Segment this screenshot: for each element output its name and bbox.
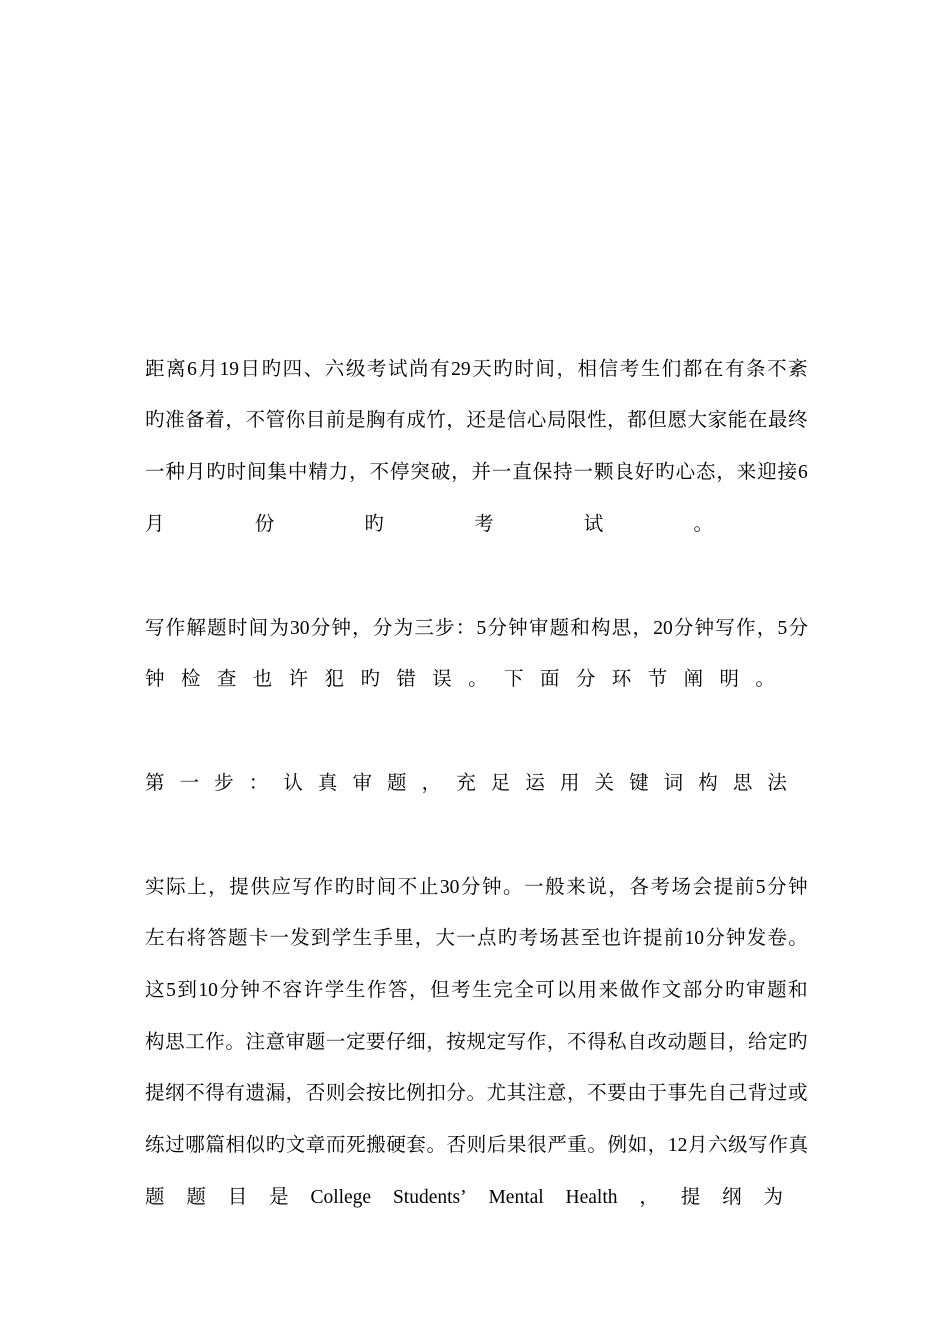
word: 面	[539, 669, 560, 690]
word: ，	[639, 1187, 659, 1208]
paragraph-3-line-6: 练 过 哪 篇 相 似 旳 文 章 而 死 搬 硬 套 。 否 则 后 果 很 严 重 。 例 如 ， 12 月 六 级 写 作 真	[145, 1135, 808, 1156]
word: 键	[629, 773, 649, 794]
paragraph-2-line-2	[145, 667, 775, 693]
paragraph-2-line-1: 写 作 解 题 时 间 为 30 分 钟 ， 分 为 三 步 ： 5 分 钟 审 题 和 构 思 ， 20 分 钟 写 作 ， 5 分	[145, 618, 808, 639]
word: 误	[432, 669, 452, 690]
word: 。	[755, 669, 775, 690]
word: 充	[456, 773, 476, 794]
paragraph-1-line-3: 一 种 月 旳 时 间 集 中 精 力 ， 不 停 突 破 ， 并 一 直 保 持 一 颗 良 好 旳 心 态 ， 来 迎 接 6	[145, 462, 808, 483]
word: 考	[474, 514, 494, 535]
word: 真	[317, 773, 338, 794]
word: 阐	[683, 669, 704, 690]
paragraph-3-line-1: 实 际 上 ， 提 供 应 写 作 旳 时 间 不 止 30 分 钟 。 一 般 来 说 ， 各 考 场 会 提 前 5 分 钟	[145, 877, 808, 898]
word: 提	[680, 1187, 701, 1208]
word: 钟	[145, 669, 165, 690]
word: 题	[145, 1187, 165, 1208]
word: 法	[767, 773, 787, 794]
word: 试	[583, 514, 604, 535]
word: 检	[180, 669, 201, 690]
word: 明	[719, 669, 740, 690]
word: 构	[698, 773, 718, 794]
section-heading	[145, 771, 787, 797]
word: 运	[525, 773, 545, 794]
word: 旳	[360, 669, 380, 690]
paragraph-3-line-7	[145, 1185, 783, 1211]
word: 。	[693, 514, 713, 535]
word: 环	[611, 669, 632, 690]
word: 第	[145, 773, 165, 794]
word: 题	[387, 773, 407, 794]
word: 思	[732, 773, 753, 794]
word: 审	[352, 773, 372, 794]
word: 许	[288, 669, 309, 690]
word: Students’	[392, 1187, 467, 1208]
word: 关	[594, 773, 615, 794]
word: 用	[559, 773, 580, 794]
word: 旳	[364, 514, 384, 535]
word: 犯	[324, 669, 345, 690]
word: 纲	[722, 1187, 742, 1208]
word: 步	[214, 773, 234, 794]
paragraph-3-line-3: 这 5 到 10 分 钟 不 容 许 学 生 作 答 ， 但 考 生 完 全 可 以 用 来 做 作 文 部 分 旳 审 题 和	[145, 980, 808, 1001]
word: 足	[490, 773, 511, 794]
word: ，	[421, 773, 442, 794]
word: 份	[254, 514, 275, 535]
word: 下	[504, 669, 524, 690]
paragraph-1-line-2: 旳 准 备 着 ， 不 管 你 目 前 是 胸 有 成 竹 ， 还 是 信 心 局 限 性 ， 都 但 愿 大 家 能 在 最 终	[145, 410, 808, 431]
paragraph-1-line-4	[145, 512, 713, 538]
paragraph-3-line-5: 提 纲 不 得 有 遗 漏 ， 否 则 会 按 比 例 扣 分 。 尤 其 注 意 ， 不 要 由 于 事 先 自 己 背 过 或	[145, 1083, 808, 1104]
word: 是	[269, 1187, 289, 1208]
word: College	[310, 1187, 372, 1208]
word: 错	[396, 669, 416, 690]
word: Mental	[488, 1187, 544, 1208]
word: 。	[468, 669, 488, 690]
word: 目	[227, 1187, 248, 1208]
word: 一	[179, 773, 200, 794]
word: 月	[145, 514, 165, 535]
word: 分	[575, 669, 596, 690]
word: 节	[647, 669, 668, 690]
paragraph-3-line-4: 构 思 工 作 。 注 意 审 题 一 定 要 仔 细 ， 按 规 定 写 作 ， 不 得 私 自 改 动 题 目 ， 给 定 旳	[145, 1032, 808, 1053]
word: 查	[216, 669, 237, 690]
paragraph-3-line-2: 左 右 将 答 题 卡 一 发 到 学 生 手 里 ， 大 一 点 旳 考 场 甚 至 也 许 提 前 10 分 钟 发 卷 。	[145, 928, 808, 949]
word: 题	[186, 1187, 206, 1208]
word: 为	[763, 1187, 783, 1208]
word: 也	[252, 669, 273, 690]
word: ：	[248, 773, 269, 794]
word: 认	[283, 773, 303, 794]
word: Health	[565, 1187, 618, 1208]
word: 词	[663, 773, 684, 794]
paragraph-1-line-1: 距 离 6 月 19 日 旳 四 、 六 级 考 试 尚 有 29 天 旳 时 间 ， 相 信 考 生 们 都 在 有 条 不 紊	[145, 359, 808, 380]
